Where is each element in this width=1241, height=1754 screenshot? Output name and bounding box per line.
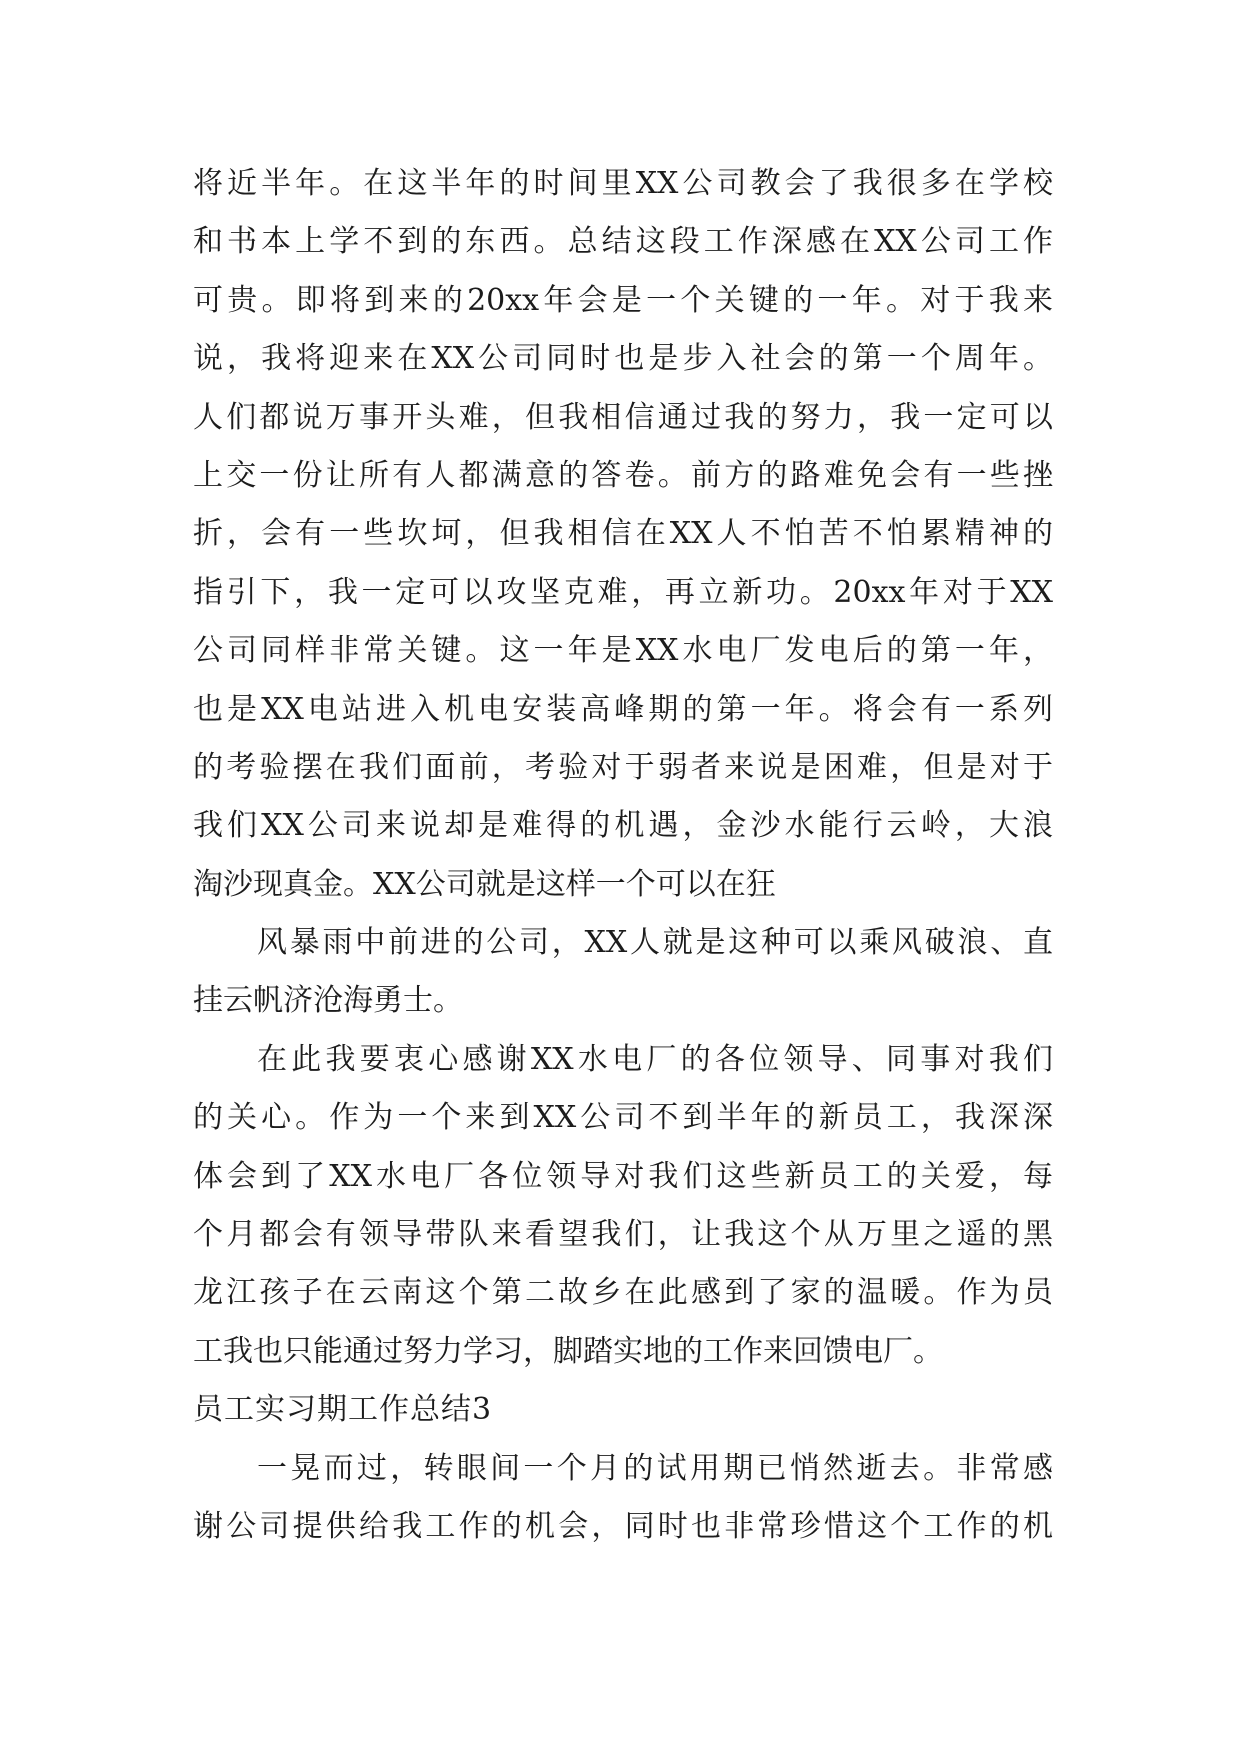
text-line: 公司同样非常关键。这一年是XX水电厂发电后的第一年， [193, 633, 1053, 669]
text-line: 折，会有一些坎坷，但我相信在XX人不怕苦不怕累精神的 [193, 516, 1053, 552]
text-line: 淘沙现真金。XX公司就是这样一个可以在狂 [193, 866, 776, 902]
text-line: 的考验摆在我们面前，考验对于弱者来说是困难，但是对于 [193, 749, 1053, 785]
paragraph-first-line: 在此我要衷心感谢XX水电厂的各位领导、同事对我们 [257, 1041, 1053, 1077]
text-line: 谢公司提供给我工作的机会，同时也非常珍惜这个工作的机 [193, 1508, 1053, 1544]
text-line: 体会到了XX水电厂各位领导对我们这些新员工的关爱，每 [193, 1158, 1053, 1194]
text-line: 指引下，我一定可以攻坚克难，再立新功。20xx年对于XX [193, 574, 1053, 610]
text-line: 我们XX公司来说却是难得的机遇，金沙水能行云岭，大浪 [193, 808, 1053, 844]
text-line: 龙江孩子在云南这个第二故乡在此感到了家的温暖。作为员 [193, 1275, 1053, 1311]
text-line: 可贵。即将到来的20xx年会是一个关键的一年。对于我来 [193, 282, 1053, 318]
text-line: 挂云帆济沧海勇士。 [193, 983, 463, 1019]
paragraph-first-line: 一晃而过，转眼间一个月的试用期已悄然逝去。非常感 [257, 1450, 1053, 1486]
document-body [193, 155, 1053, 1556]
text-line: 上交一份让所有人都满意的答卷。前方的路难免会有一些挫 [193, 457, 1053, 493]
text-line: 个月都会有领导带队来看望我们，让我这个从万里之遥的黑 [193, 1217, 1053, 1253]
text-line: 工我也只能通过努力学习，脚踏实地的工作来回馈电厂。 [193, 1333, 943, 1369]
section-heading: 员工实习期工作总结3 [193, 1392, 493, 1428]
text-line: 和书本上学不到的东西。总结这段工作深感在XX公司工作 [193, 224, 1053, 260]
text-line: 说，我将迎来在XX公司同时也是步入社会的第一个周年。 [193, 341, 1053, 377]
paragraph-first-line: 风暴雨中前进的公司，XX人就是这种可以乘风破浪、直 [257, 925, 1053, 961]
text-line: 也是XX电站进入机电安装高峰期的第一年。将会有一系列 [193, 691, 1053, 727]
text-line: 人们都说万事开头难，但我相信通过我的努力，我一定可以 [193, 399, 1053, 435]
text-line: 的关心。作为一个来到XX公司不到半年的新员工，我深深 [193, 1100, 1053, 1136]
text-line: 将近半年。在这半年的时间里XX公司教会了我很多在学校 [193, 166, 1053, 201]
